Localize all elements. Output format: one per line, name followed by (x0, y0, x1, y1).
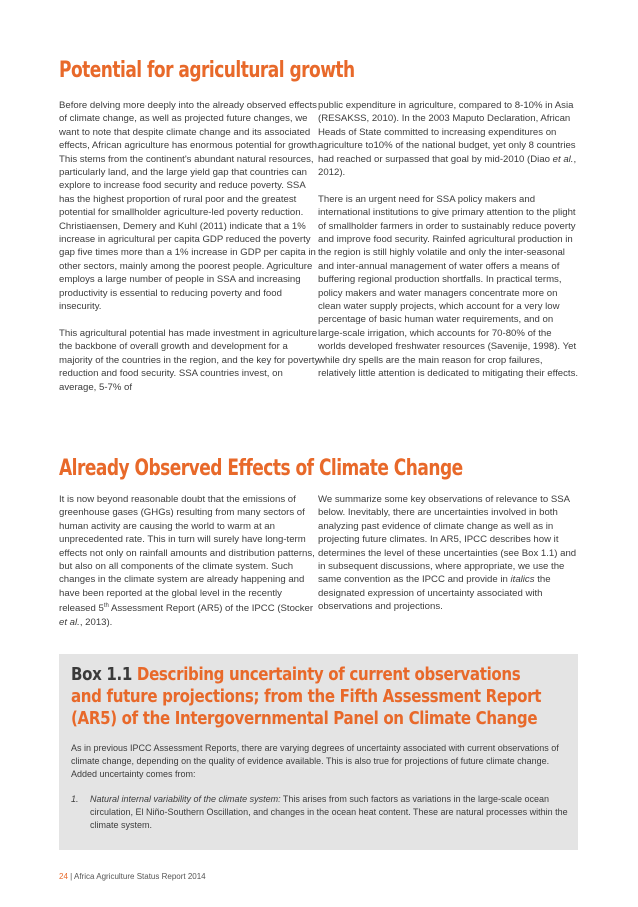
paragraph: Before delving more deeply into the already observed effects of climate change, as well as projected future changes, we want to note that despite climate change and its associated effects, African agriculture has enormous potential for growth. This stems from the continent's abundant natural resources, particularly land, and the large yield gap that countries can explore to increase food security and reduce poverty. SSA has the highest proportion of rural poor and the greatest potential for smallholder agriculture-led poverty reduction. Christiaensen, Demery and Kuhl (2011) indicate that a 1% increase in agricultural per capita GDP reduced the poverty gap five times more than a 1% increase in GDP per capita in other sectors, mainly among the poorest people. Agriculture employs a large number of people in SSA and increasing productivity is essential to reducing poverty and food insecurity. (59, 100, 320, 313)
box-1-1 (59, 654, 578, 850)
section2-right-column (318, 493, 580, 627)
list-item-body (90, 793, 569, 832)
box-intro: As in previous IPCC Assessment Reports, there are varying degrees of uncertainty associated with current observations of climate change, depending on the quality of evidence available. This is also true for projections of future climate change. Added uncertainty comes from: (71, 743, 559, 779)
italic-text: italics (510, 574, 535, 586)
text-span: , 2012). (318, 153, 577, 179)
page-number: 24 (59, 872, 68, 881)
italic-text: Natural internal variability of the climate system: (90, 794, 281, 804)
section2-left-column (59, 493, 321, 643)
box-title-text: Describing uncertainty of current observations and future projections; from the Fifth Assessment Report (AR5) of the Intergovernmental Panel on Climate Change (71, 665, 542, 729)
report-title: Africa Agriculture Status Report 2014 (74, 872, 206, 881)
paragraph: This agricultural potential has made investment in agriculture the backbone of overall growth and development for a majority of the countries in the region, and the key for poverty reduction and food security. SSA countries invest, on average, 5-7% of (59, 327, 320, 393)
italic-text: et al. (552, 153, 574, 165)
text-span: public expenditure in agriculture, compared to 8-10% in Asia (RESAKSS, 2010). In the 2003 Maputo Declaration, African Heads of State committed to increasing expenditures on agriculture to10% of the national budget, yet only 8 countries had reached or surpassed that goal by mid-2010 (Diao (318, 100, 576, 165)
footer-separator: | (67, 872, 74, 881)
box-label: Box 1.1 (71, 665, 133, 685)
paragraph: There is an urgent need for SSA policy makers and international institutions to give primary attention to the plight of smallholder farmers in order to sustainably reduce poverty and improve food security. Rainfed agricultural production in the region is still highly volatile and only the inter-seasonal and inter-annual management of water offers a means of buffering regional production shortfalls. In practical terms, policy makers and water managers concentrate more on clean water supply projects, which account for a very low percentage of basic human water requirements, and on large-scale irrigation, which accounts for 70-80% of the worlds developed freshwater resources (Savenije, 1998). Yet while dry spells are the main reason for crop failures, relatively little attention is dedicated to mitigating their effects. (318, 193, 579, 380)
text-span: It is now beyond reasonable doubt that the emissions of greenhouse gases (GHGs) resulting from many sectors of human activity are causing the world to warm at an unprecedented rate. This in turn will surely have long-term effects not only on rainfall amounts and distribution patterns, but also on all components of the climate system. Such changes in the climate system are already happening and have been reported at the global level in the recently released 5 (59, 494, 315, 615)
section1-right-column (318, 99, 580, 394)
page-footer (59, 872, 206, 881)
list-item (71, 793, 569, 832)
paragraph (318, 493, 580, 614)
text-span: This arises from such factors as variations in the large-scale ocean circulation, El Niño-Southern Oscillation, and changes in the ocean heat content. These are natural processes within the climate system. (90, 794, 568, 830)
section-heading-agricultural-growth: Potential for agricultural growth (59, 58, 355, 83)
text-span: We summarize some key observations of relevance to SSA below. Inevitably, there are uncertainties involved in both analyzing past evidence of climate change as well as in projecting future climates. In AR5, IPCC describes how it determines the level of these uncertainties (see Box 1.1) and in subsequent discussions, where appropriate, we use the same convention as the IPCC and provide in (318, 494, 577, 586)
paragraph (318, 99, 580, 179)
text-span: Assessment Report (AR5) of the IPCC (Stocker (108, 603, 314, 615)
italic-text: et al. (59, 616, 80, 628)
section-heading-observed-effects: Already Observed Effects of Climate Change (59, 456, 463, 481)
superscript: th (103, 603, 109, 610)
list-number: 1. (71, 794, 79, 804)
text-span: , 2013). (79, 616, 113, 628)
box-title (71, 664, 553, 730)
text-span: the designated expression of uncertainty associated with observations and projections. (318, 574, 551, 613)
section1-left-column (59, 99, 321, 407)
paragraph (59, 493, 321, 629)
